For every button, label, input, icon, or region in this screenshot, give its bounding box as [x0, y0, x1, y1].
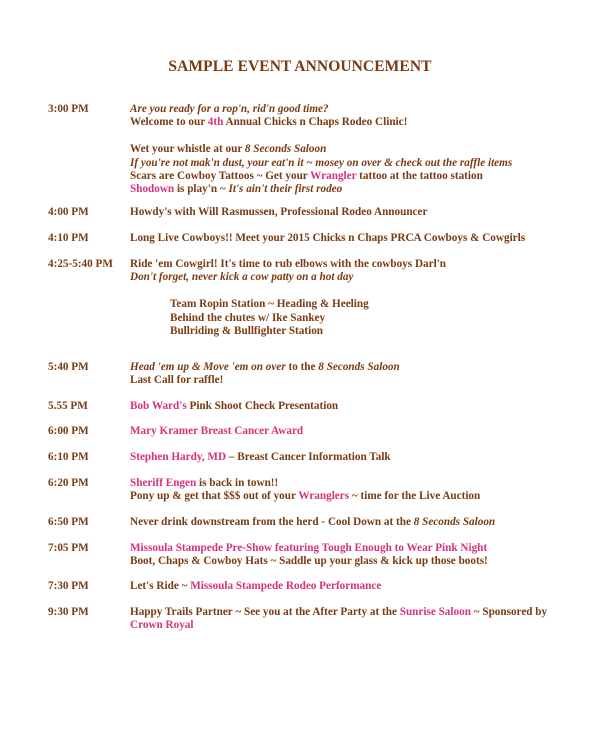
detail-line [130, 298, 580, 311]
detail-line [130, 116, 580, 129]
schedule-details [130, 258, 580, 338]
detail-text: is play'n ~ [174, 183, 229, 196]
detail-line [130, 143, 580, 156]
detail-line [130, 271, 580, 284]
highlight-text: Wrangler [310, 169, 357, 182]
detail-line [130, 490, 580, 503]
detail-text: Last Call for raffle! [130, 374, 224, 387]
schedule-details [130, 580, 580, 593]
detail-line [130, 361, 580, 374]
detail-line [130, 619, 580, 632]
detail-text: Long Live Cowboys!! Meet your 2015 Chicks n Chaps PRCA Cowboys & Cowgirls [130, 232, 526, 244]
detail-text: is back in town!! [196, 477, 279, 489]
detail-text: Bullriding & Bullfighter Station [170, 324, 324, 337]
detail-line [130, 103, 580, 116]
schedule-time: 4:10 PM [48, 232, 89, 244]
detail-text: tattoo at the tattoo station [356, 169, 483, 182]
schedule-time: 7:05 PM [48, 542, 89, 554]
detail-line [130, 183, 580, 196]
schedule-details [130, 542, 580, 569]
detail-text: Team Ropin Station ~ Heading & Heeling [170, 298, 369, 311]
schedule-time: 5.55 PM [48, 400, 88, 412]
detail-line [130, 400, 580, 413]
detail-text: Howdy's with Will Rasmussen, Professional Rodeo Announcer [130, 206, 428, 218]
detail-text: Head 'em up & Move 'em on over [130, 361, 286, 373]
detail-text: Welcome to our [130, 116, 208, 129]
detail-text: Happy Trails Partner ~ See you at the After Party at the [130, 606, 400, 618]
detail-text: ~ Sponsored by [470, 606, 548, 618]
schedule-time: 6:10 PM [48, 451, 89, 463]
schedule-details [130, 516, 580, 529]
detail-text: Are you ready for a rop'n, rid'n good time? [130, 103, 329, 115]
detail-text: Scars are Cowboy Tattoos ~ Get your [130, 169, 311, 182]
detail-line [130, 425, 580, 438]
detail-line [130, 206, 580, 219]
schedule-time: 6:50 PM [48, 516, 89, 528]
detail-line [130, 157, 580, 170]
detail-line [130, 542, 580, 555]
schedule-time: 4:00 PM [48, 206, 89, 218]
detail-text: Boot, Chaps & Cowboy Hats ~ Saddle up your glass & kick up those boots! [130, 555, 488, 568]
schedule-time: 5:40 PM [48, 361, 89, 373]
highlight-text: Sheriff Engen [130, 477, 197, 489]
detail-line [130, 477, 580, 490]
spacer [130, 285, 580, 298]
highlight-text: Sunrise Saloon [399, 606, 471, 618]
schedule-details [130, 400, 580, 413]
schedule-details [130, 477, 580, 504]
schedule-time: 3:00 PM [48, 103, 89, 115]
detail-text: ~ time for the Live Auction [349, 490, 481, 503]
detail-text: to the [285, 361, 319, 373]
schedule-time: 6:00 PM [48, 425, 89, 437]
schedule-details [130, 206, 580, 219]
detail-text: 8 Seconds Saloon [318, 361, 400, 373]
detail-text: Behind the chutes w/ Ike Sankey [170, 311, 326, 324]
detail-line [130, 580, 580, 593]
detail-text: Never drink downstream from the herd - Cool Down at the [130, 516, 414, 528]
highlight-text: Mary Kramer Breast Cancer Award [130, 425, 304, 437]
highlight-text: Shodown [130, 183, 175, 196]
highlight-text: Missoula Stampede Pre-Show featuring Tough Enough to Wear Pink Night [130, 542, 488, 554]
highlight-text: Missoula Stampede Rodeo Performance [190, 580, 382, 592]
highlight-text: Bob Ward's [130, 400, 187, 412]
detail-line [130, 516, 580, 529]
schedule-details [130, 232, 580, 245]
schedule-time: 9:30 PM [48, 606, 89, 618]
detail-line [130, 325, 580, 338]
highlight-text: Crown Royal [130, 619, 194, 632]
detail-text: Annual Chicks n Chaps Rodeo Clinic! [223, 116, 408, 129]
detail-text: Pink Shoot Check Presentation [186, 400, 339, 412]
detail-text: Ride 'em Cowgirl! It's time to rub elbows with the cowboys Darl'n [130, 258, 447, 270]
detail-line [130, 606, 580, 619]
detail-text: Pony up & get that $$$ out of your [130, 490, 299, 503]
schedule-time: 4:25-5:40 PM [48, 258, 113, 270]
detail-text: Don't forget, never kick a cow patty on a hot day [130, 271, 354, 284]
schedule-details [130, 606, 580, 633]
page-title: SAMPLE EVENT ANNOUNCEMENT [168, 58, 432, 75]
detail-text: Wet your whistle at our [130, 143, 245, 156]
highlight-text: 4th [207, 116, 224, 129]
detail-text: 8 Seconds Saloon [413, 516, 496, 528]
detail-text: It's ain't their first rodeo [228, 183, 343, 196]
detail-text: 8 Seconds Saloon [244, 143, 327, 156]
schedule-details [130, 425, 580, 438]
detail-text: If you're not mak'n dust, your eat'n it ~ mosey on over & check out the raffle items [130, 156, 513, 169]
highlight-text: Stephen Hardy, MD [130, 451, 227, 463]
detail-line [130, 451, 580, 464]
spacer [130, 130, 580, 143]
schedule-details [130, 361, 580, 388]
detail-text: – Breast Cancer Information Talk [226, 451, 391, 463]
schedule-details [130, 451, 580, 464]
detail-line [130, 312, 580, 325]
detail-text: Let's Ride ~ [130, 580, 191, 592]
detail-line [130, 258, 580, 271]
detail-line [130, 555, 580, 568]
highlight-text: Wranglers [298, 490, 350, 503]
schedule-time: 6:20 PM [48, 477, 89, 489]
schedule-details [130, 103, 580, 197]
detail-line [130, 232, 580, 245]
detail-line [130, 374, 580, 387]
schedule-time: 7:30 PM [48, 580, 89, 592]
detail-line [130, 170, 580, 183]
